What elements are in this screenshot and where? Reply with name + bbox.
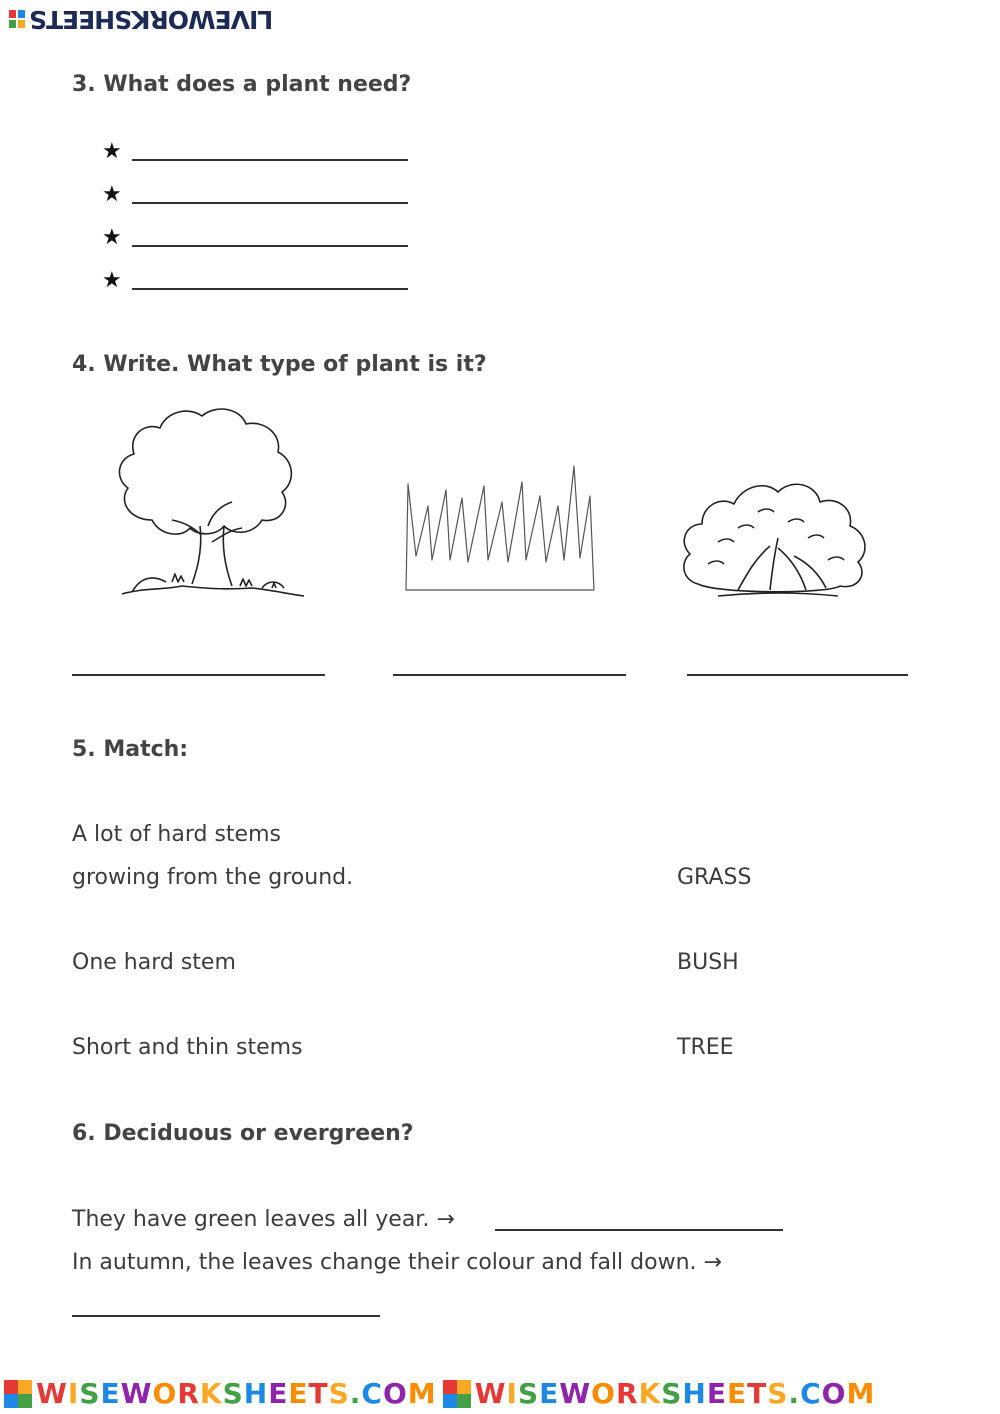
- answer-line-evergreen[interactable]: [495, 1229, 783, 1231]
- answer-line-need-1[interactable]: [132, 159, 408, 161]
- sentence-evergreen: They have green leaves all year. →: [72, 1207, 455, 1232]
- question-6-title: 6. Deciduous or evergreen?: [72, 1121, 414, 1146]
- tree-drawing: [112, 402, 308, 602]
- star-icon: ★: [102, 139, 122, 164]
- footer-brand-text: WISEWORKSHEETS.COM: [36, 1377, 437, 1410]
- match-left-2[interactable]: One hard stem: [72, 950, 236, 975]
- footer-brand-text: WISEWORKSHEETS.COM: [474, 1377, 876, 1410]
- answer-line-tree[interactable]: [72, 674, 325, 676]
- answer-line-need-4[interactable]: [132, 288, 408, 290]
- wise-logo-icon: [4, 1380, 32, 1408]
- logo-text: LIVEWORKSHEETS: [30, 4, 274, 34]
- footer-brand-2: [443, 1377, 876, 1410]
- match-left-1-line2[interactable]: growing from the ground.: [72, 865, 354, 890]
- question-3-title: 3. What does a plant need?: [72, 72, 412, 97]
- logo-mark-icon: [8, 9, 26, 29]
- wise-logo-icon: [443, 1380, 471, 1408]
- liveworksheets-logo: [8, 2, 273, 36]
- answer-line-bush[interactable]: [687, 674, 908, 676]
- match-right-tree[interactable]: TREE: [677, 1035, 734, 1060]
- star-icon: ★: [102, 182, 122, 207]
- match-left-3[interactable]: Short and thin stems: [72, 1035, 303, 1060]
- question-5-title: 5. Match:: [72, 737, 189, 762]
- sentence-deciduous: In autumn, the leaves change their colour and fall down. →: [72, 1250, 722, 1275]
- answer-line-deciduous[interactable]: [72, 1315, 380, 1317]
- star-icon: ★: [102, 225, 122, 250]
- footer-branding: [0, 1374, 1000, 1414]
- match-right-grass[interactable]: GRASS: [677, 865, 752, 890]
- footer-brand-1: [4, 1377, 437, 1410]
- answer-line-need-3[interactable]: [132, 245, 408, 247]
- match-right-bush[interactable]: BUSH: [677, 950, 739, 975]
- star-icon: ★: [102, 268, 122, 293]
- bush-drawing: [678, 472, 872, 602]
- match-left-1-line1[interactable]: A lot of hard stems: [72, 822, 281, 847]
- grass-drawing: [398, 456, 608, 606]
- answer-line-grass[interactable]: [393, 674, 626, 676]
- answer-line-need-2[interactable]: [132, 202, 408, 204]
- question-4-title: 4. Write. What type of plant is it?: [72, 352, 487, 377]
